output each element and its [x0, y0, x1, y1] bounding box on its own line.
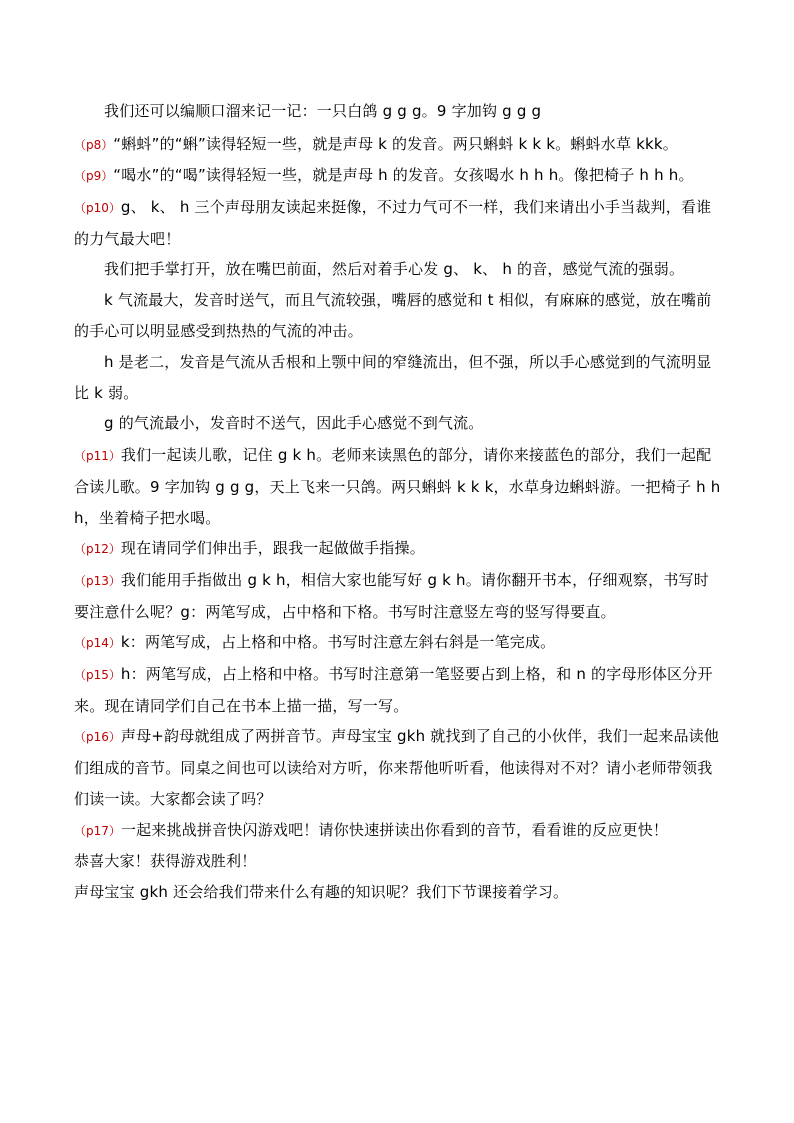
paragraph-text: 恭喜大家！获得游戏胜利！: [74, 852, 257, 870]
paragraph-text: 现在请同学们伸出手，跟我一起做做手指操。: [120, 539, 425, 557]
slide-tag: （p16）: [74, 730, 121, 744]
paragraph-text: 我们一起读儿歌，记住 g k h。老师来读黑色的部分，请你来接蓝色的部分，我们一起配合读儿歌。9 字加钩 g g g，天上飞来一只鸽。两只蝌蚪 k k k，水草身边蝌蚪游。一把椅子 h h h，坐着椅子把水喝。: [74, 446, 721, 527]
paragraph-p16: [74, 721, 724, 815]
paragraph-text: 一起来挑战拼音快闪游戏吧！请你快速拼读出你看到的音节，看看谁的反应更快！: [120, 821, 669, 839]
paragraph-p12: [74, 533, 724, 565]
paragraph-text: 我们能用手指做出 g k h，相信大家也能写好 g k h。请你翻开书本，仔细观察，书写时要注意什么呢？g：两笔写成，占中格和下格。书写时注意竖左弯的竖写得要直。: [74, 571, 709, 621]
paragraph-congrats: [74, 846, 724, 877]
slide-tag: （p10）: [74, 201, 121, 215]
paragraph-text: k：两笔写成，占上格和中格。书写时注意左斜右斜是一笔完成。: [120, 633, 556, 651]
paragraph-h-airflow: [74, 347, 724, 409]
paragraph-text: “喝水”的“喝”读得轻短一些，就是声母 h 的发音。女孩喝水 h h h。像把椅子 h h h。: [113, 166, 694, 184]
paragraph-p13: [74, 565, 724, 628]
slide-tag: （p13）: [74, 574, 121, 588]
paragraph-mnemonic: [74, 96, 724, 127]
paragraph-text: h：两笔写成，占上格和中格。书写时注意第一笔竖要占到上格，和 n 的字母形体区分开来。现在请同学们自己在书本上描一描，写一写。: [74, 665, 713, 715]
slide-tag: （p15）: [74, 668, 121, 682]
paragraph-text: k 气流最大，发音时送气，而且气流较强，嘴唇的感觉和 t 相似，有麻麻的感觉，放在嘴前的手心可以明显感受到热热的气流的冲击。: [74, 291, 712, 340]
paragraph-text: g、 k、 h 三个声母朋友读起来挺像，不过力气可不一样，我们来请出小手当裁判，看谁的力气最大吧！: [74, 198, 712, 248]
slide-tag: （p12）: [74, 542, 121, 556]
paragraph-text: g 的气流最小，发音时不送气，因此手心感觉不到气流。: [104, 414, 484, 432]
paragraph-text: “蝌蚪”的“蝌”读得轻短一些，就是声母 k 的发音。两只蝌蚪 k k k。蝌蚪水草 kkk。: [113, 135, 678, 153]
paragraph-text: h 是老二，发音是气流从舌根和上颚中间的窄缝流出，但不强，所以手心感觉到的气流明显比 k 弱。: [74, 353, 712, 402]
slide-tag: （p9）: [74, 169, 114, 183]
paragraph-text: 我们把手掌打开，放在嘴巴前面，然后对着手心发 g、 k、 h 的音，感觉气流的强弱。: [104, 260, 685, 278]
paragraph-p10: [74, 192, 724, 255]
paragraph-g-airflow: [74, 408, 724, 439]
paragraph-text: 声母+韵母就组成了两拼音节。声母宝宝 gkh 就找到了自己的小伙伴，我们一起来品读他们组成的音节。同桌之间也可以读给对方听，你来帮他听听看，他读得对不对？请小老师带领我们读一读。大家都会读了吗？: [74, 727, 720, 808]
slide-tag: （p17）: [74, 824, 121, 838]
paragraph-p17: [74, 815, 724, 847]
paragraph-p11: [74, 440, 724, 534]
paragraph-breath-test: [74, 254, 724, 285]
slide-tag: （p8）: [74, 138, 114, 152]
paragraph-closing: [74, 877, 724, 908]
paragraph-k-airflow: [74, 285, 724, 347]
paragraph-p14: [74, 627, 724, 659]
paragraph-p9: [74, 160, 724, 192]
paragraph-p15: [74, 659, 724, 722]
slide-tag: （p14）: [74, 636, 121, 650]
paragraph-text: 声母宝宝 gkh 还会给我们带来什么有趣的知识呢？我们下节课接着学习。: [74, 883, 569, 901]
slide-tag: （p11）: [74, 449, 121, 463]
paragraph-text: 我们还可以编顺口溜来记一记：一只白鸽 g g g。9 字加钩 g g g: [104, 102, 542, 120]
paragraph-p8: [74, 129, 724, 161]
